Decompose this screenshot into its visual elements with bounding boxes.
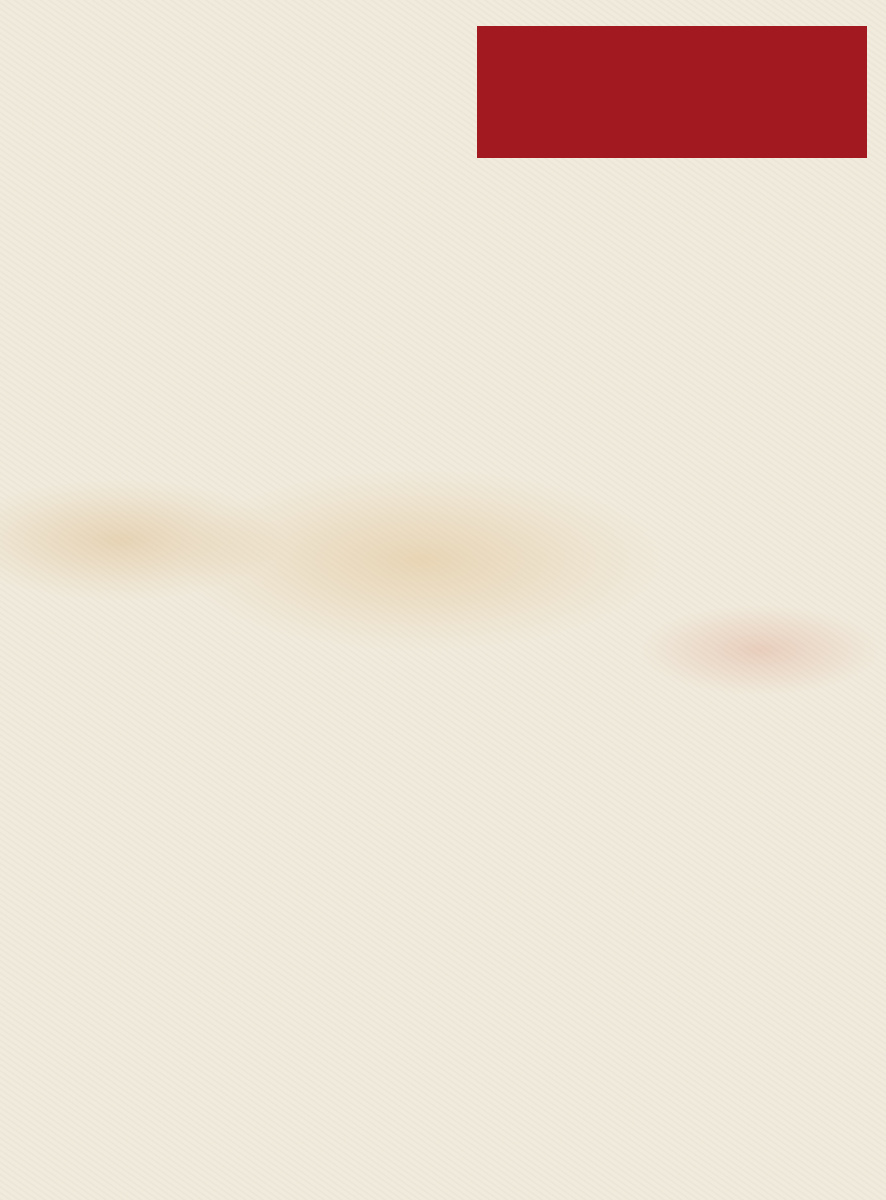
contact-banner [477,26,867,158]
